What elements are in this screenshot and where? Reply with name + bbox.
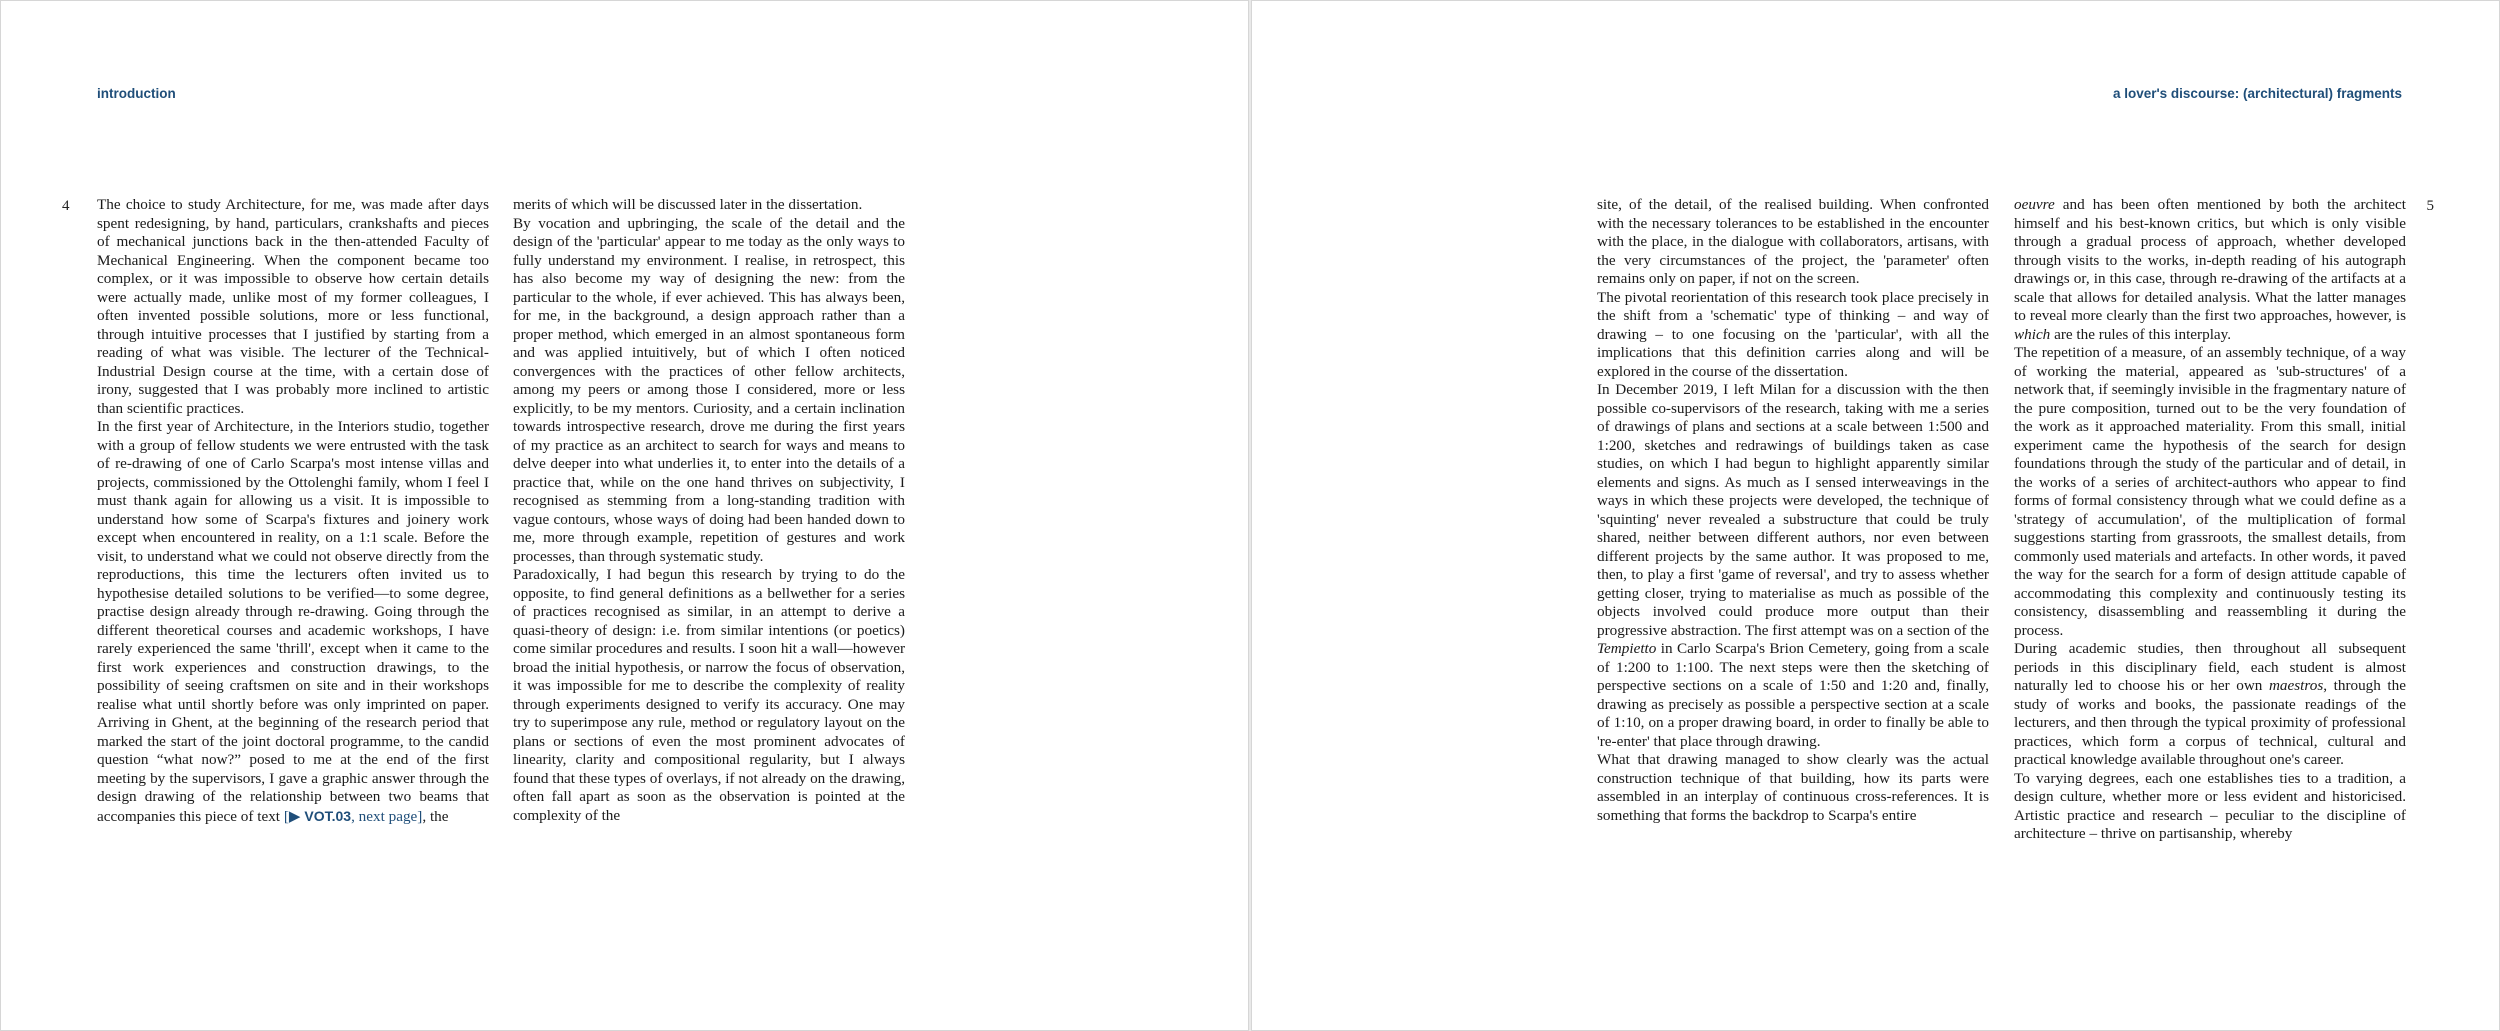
paragraph-text: In December 2019, I left Milan for a discussion with the then possible co-supervisors of the research, taking with me a series of drawings of plans and sections at a scale between 1:500 and 1:200, sketches and redrawings of buildings taken as case studies, on which I had begun to highlight apparently similar elements and signs. As much as I sensed interweavings in the ways in which these projects were developed, the technique of 'squinting' never revealed a substructure that could be truly shared, neither between different authors, nor even between different projects by the same author. It was proposed to me, then, to play a first 'game of reversal', and try to assess whether getting closer, trying to materialise as much as possible of the objects involved could produce more output than their progressive abstraction. The first attempt was on a section of the xyxy=(1597,381,1989,639)
paragraph xyxy=(2014,640,2406,770)
paragraph-text: are the rules of this interplay. xyxy=(2050,325,2232,343)
paragraph-text: In the first year of Architecture, in the Interiors studio, together with a group of fellow students we were entrusted with the task of re-drawing of one of Carlo Scarpa's most intense villas and projects, commissioned by the Ottolenghi family, whom I feel I must thank again for allowing us a visit. It is impossible to understand how some of Scarpa's fixtures and joinery work except when encountered in reality, on a 1:1 scale. Before the visit, to understand what we could not observe directly from the reproductions, this time the lecturers often invited us to hypothesise detailed solutions to be verified—to some degree, practise design already through re-drawing. Going through the different theoretical courses and academic workshops, I have rarely experienced the same 'thrill', except when it came to the first work experiences and construction drawings, to the possibility of seeing craftsmen on site and in their workshops realise what until shortly before was only imprinted on paper. Arriving in Ghent, at the beginning of the research period that marked the start of the joint doctoral programme, to the candid question “what now?” posed to me at the end of the first meeting by the supervisors, I gave a graphic answer through the design drawing of the relationship between two beams that accompanies this piece of text xyxy=(97,418,489,825)
right-column-2 xyxy=(2014,196,2406,844)
paragraph: What that drawing managed to show clearly was the actual construction technique of that building, how its parts were assembled in an interplay of continuous cross-references. It is something that forms the backdrop to Scarpa's entire xyxy=(1597,751,1989,824)
paragraph: Paradoxically, I had begun this research by trying to do the opposite, to find general definitions as a bellwether for a series of practices recognised as similar, in an attempt to derive a quasi-theory of design: i.e. from similar intentions (or poetics) come similar procedures and results. I soon hit a wall—however broad the initial hypothesis, or narrow the focus of observation, it was impossible for me to describe the complexity of reality through experiments designed to verify its accuracy. One may try to superimpose any rule, method or regulatory layout on the plans or sections of even the most prominent advocates of linearity, clarity and compositional regularity, but I always found that these types of overlays, if not already on the drawing, often fall apart as soon as the observation is pointed at the complexity of the xyxy=(513,566,905,824)
running-head-right: a lover's discourse: (architectural) fragments xyxy=(2112,86,2402,101)
paragraph: To varying degrees, each one establishes ties to a tradition, a design culture, whether more or less evident and historicised. Artistic practice and research – peculiar to the discipline of architecture – thrive on partisanship, whereby xyxy=(2014,769,2406,842)
cross-reference-code: VOT.03 xyxy=(304,807,352,824)
paragraph-text: and has been often mentioned by both the architect himself and his best-known critics, but which is only visible through a gradual process of approach, whether developed through visits to the works, in-depth reading of his autograph drawings or, in this case, through re-drawing of the artifacts at a scale that allows for detailed analysis. What the latter manages to reveal more clearly than the first two approaches, however, is xyxy=(2014,196,2406,324)
right-page xyxy=(1251,0,2500,1031)
paragraph: site, of the detail, of the realised building. When confronted with the necessary tolerances to be established in the encounter with the place, in the dialogue with collaborators, artisans, with the very circumstances of the project, the 'parameter' often remains only on paper, if not on the screen. xyxy=(1597,196,1989,287)
italic-term: Tempietto xyxy=(1597,640,1657,657)
right-column-1 xyxy=(1597,196,1989,825)
paragraph xyxy=(2014,196,2406,344)
left-column-1 xyxy=(97,196,489,826)
paragraph xyxy=(1597,381,1989,751)
running-head-left: introduction xyxy=(97,86,176,101)
paragraph-text: in Carlo Scarpa's Brion Cemetery, going from a scale of 1:200 to 1:100. The next steps were then the sketching of perspective sections on a scale of 1:50 and 1:20 and, finally, drawing as precisely as possible a perspective section at a scale of 1:10, on a proper drawing board, in order to finally be able to 're-enter' that place through drawing. xyxy=(1597,640,1989,750)
italic-term: oeuvre xyxy=(2014,196,2055,213)
paragraph xyxy=(97,418,489,826)
paragraph-text: During academic studies, then throughout all subsequent periods in this disciplinary field, each student is almost naturally led to choose his or her own xyxy=(2014,640,2406,694)
page-number-left: 4 xyxy=(62,198,70,214)
paragraph: The choice to study Architecture, for me, was made after days spent redesigning, by hand, particulars, crankshafts and pieces of mechanical junctions back in the then-attended Faculty of Mechanical Engineering. When the component became too complex, or it was impossible to observe how certain details were actually made, unlike most of my former colleagues, I often invented possible solutions, more or less functional, through intuitive processes that I justified by starting from a reading of what was visible. The lecturer of the Technical-Industrial Design course at the time, with a certain dose of irony, suggested that I was probably more inclined to artistic than scientific practices. xyxy=(97,196,489,417)
paragraph: merits of which will be discussed later in the dissertation. xyxy=(513,196,863,213)
paragraph-tail: , the xyxy=(422,807,449,825)
cross-reference-open: [▶ xyxy=(283,807,305,825)
italic-term: maestros xyxy=(2268,677,2324,694)
left-column-2 xyxy=(513,196,905,825)
cross-reference-rest: , next page] xyxy=(351,807,423,825)
cross-reference-link[interactable] xyxy=(284,808,423,825)
paragraph: The repetition of a measure, of an assembly technique, of a way of working the material, appeared as 'sub-structures' of a network that, if seemingly invisible in the fragmentary nature of the pure composition, turned out to be the very foundation of the work as it approached materiality. From this small, initial experiment came the hypothesis of the search for design foundations through the study of the particular and of detail, in the works of a series of architect-authors who appear to find forms of formal consistency through what we could define as a 'strategy of accumulation', of the multiplication of formal suggestions starting from grassroots, the smallest details, from commonly used materials and artefacts. In other words, it paved the way for the search for a form of design attitude capable of accommodating this complexity and continuously testing its consistency, disassembling and reassembling it during the process. xyxy=(2014,344,2406,639)
left-page xyxy=(0,0,1249,1031)
italic-term: which xyxy=(2014,325,2051,343)
paragraph: The pivotal reorientation of this research took place precisely in the shift from a 'schematic' type of thinking – and way of drawing – to one focusing on the 'particular', with all the implications that this definition carries along and will be explored in the course of the dissertation. xyxy=(1597,288,1989,380)
paragraph-text: , through the study of works and books, the passionate readings of the lecturers, and then through the typical proximity of professional practices, which form a corpus of technical, cultural and practical knowledge available throughout one's career. xyxy=(2014,677,2406,768)
page-number-right: 5 xyxy=(2426,198,2434,214)
paragraph: By vocation and upbringing, the scale of the detail and the design of the 'particular' appear to me today as the only ways to fully understand my environment. I realise, in retrospect, this has also become my way of designing the new: from the particular to the whole, if ever achieved. This has always been, for me, in the background, a design approach rather than a proper method, which emerged in an almost spontaneous form and was applied intuitively, but of which I often noticed convergences with the practices of other fellow architects, among my peers or among those I considered, more or less explicitly, to be my mentors. Curiosity, and a certain inclination towards introspective research, drove me during the first years of my practice as an architect to search for ways and means to delve deeper into what underlies it, to enter into the details of a practice that, while on the one hand thrives on subjectivity, I recognised as stemming from a long-standing tradition with vague contours, whose ways of doing had been handed down to me, more through example, repetition of gestures and work processes, than through systematic study. xyxy=(513,214,905,565)
